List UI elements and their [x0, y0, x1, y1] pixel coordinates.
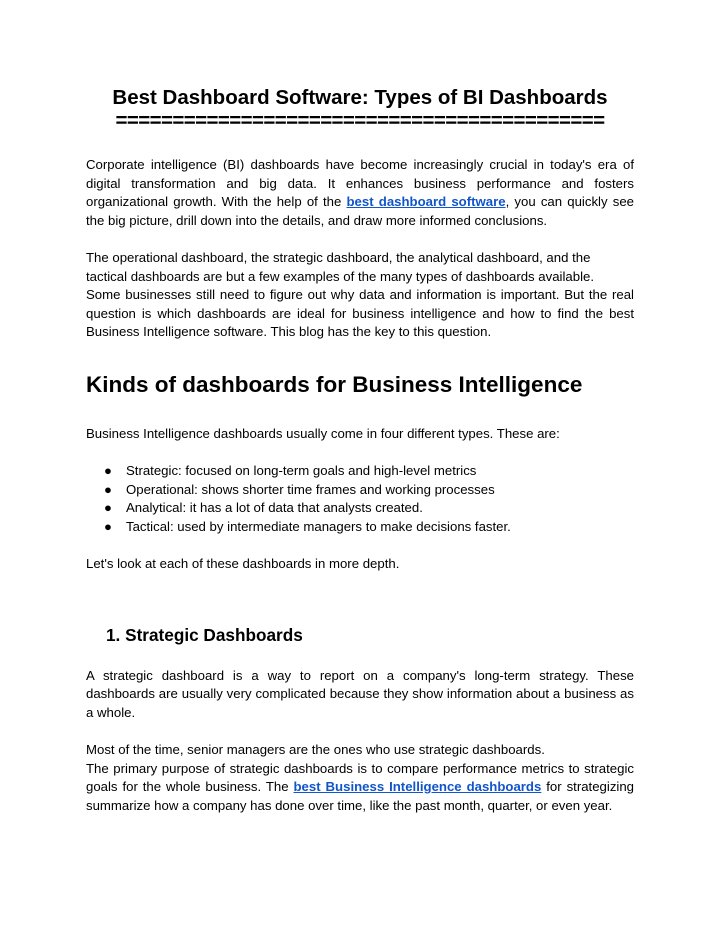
list-item: [104, 481, 634, 500]
kinds-lead-text: Business Intelligence dashboards usually come in four different types. These are:: [86, 425, 560, 441]
page-title: Best Dashboard Software: Types of BI Dashboards: [112, 86, 608, 109]
list-item: [104, 518, 634, 537]
strategic-p2-text-after: for strategizing summarize how a company has done over time, like the past month, quarter, or even year.: [86, 779, 635, 813]
list-item: [104, 462, 634, 481]
strategic-paragraph-1: A strategic dashboard is a way to report on a company's long-term strategy. These dashboards are usually very complicated because they show information about a business as a whole.: [86, 667, 634, 720]
intro-p1-text-before: Corporate intelligence (BI) dashboards have become increasingly crucial in today's era of digital transformation and big data. It enhances business performance and fosters organizational growth. With the help of the: [86, 157, 634, 210]
strategic-paragraph-2: [86, 760, 634, 816]
list-item-text: Tactical: used by intermediate managers to make decisions faster.: [126, 518, 511, 534]
strategic-p2-text-before: The primary purpose of strategic dashboards is to compare performance metrics to strategic goals for the whole business. The: [86, 760, 634, 795]
bullet-icon: ●: [104, 500, 112, 516]
list-item-text: Analytical: it has a lot of data that analysts created.: [126, 500, 423, 516]
title-underline-rule: ===========================================: [115, 109, 605, 132]
paragraph-gap: [86, 444, 634, 463]
kinds-section-heading: Kinds of dashboards for Business Intelligence: [86, 371, 583, 397]
list-item-text: Strategic: focused on long-term goals and high-level metrics: [126, 463, 477, 479]
intro-paragraph-2-line-2: Some businesses still need to figure out why data and information is important. But the real question is which dashboards are ideal for business intelligence and how to find the best Business Intelligence software. This blog has the key to this question.: [86, 287, 634, 340]
intro-p1-text-after: , you can quickly see the big picture, drill down into the details, and draw more informed conclusions.: [86, 194, 634, 228]
bullet-icon: ●: [104, 463, 112, 479]
kinds-outro-text: Let's look at each of these dashboards in more depth.: [86, 556, 400, 572]
intro-paragraph-1: [86, 156, 634, 230]
intro-paragraph-2-line-1: The operational dashboard, the strategic dashboard, the analytical dashboard, and the tactical dashboards are but a few examples of the many types of dashboards available.: [86, 249, 595, 284]
best-bi-dashboards-link[interactable]: best Business Intelligence dashboards: [293, 779, 542, 795]
strategic-dashboards-heading: 1. Strategic Dashboards: [106, 624, 303, 645]
dashboard-types-list: [86, 462, 634, 536]
paragraph-gap: [86, 230, 634, 249]
bullet-icon: ●: [104, 481, 112, 497]
bullet-icon: ●: [104, 518, 112, 534]
list-item: [104, 499, 634, 518]
strategic-paragraph-2-line-1: Most of the time, senior managers are the ones who use strategic dashboards.: [86, 742, 545, 758]
list-item-text: Operational: shows shorter time frames and working processes: [126, 481, 495, 497]
best-dashboard-software-link[interactable]: best dashboard software: [346, 194, 506, 210]
paragraph-gap: [86, 537, 634, 556]
paragraph-gap: [86, 722, 634, 741]
